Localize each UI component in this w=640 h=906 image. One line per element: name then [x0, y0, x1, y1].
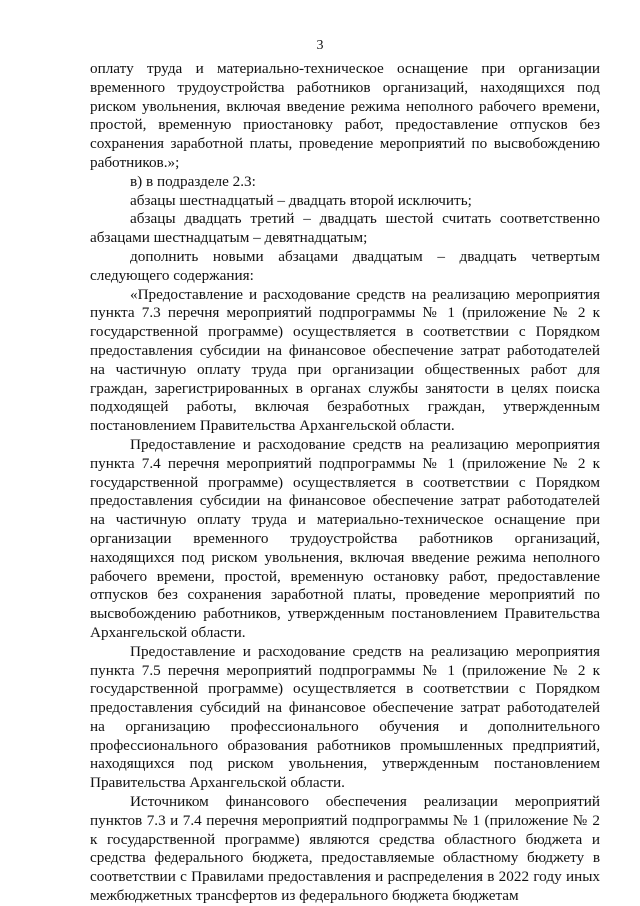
paragraph-measure-7-5: Предоставление и расходование средств на реализацию мероприятия пункта 7.5 перечня мероприятий подпрограммы № 1 (приложение № 2 к государственной программе) осуществляется в соответствии с Порядком предоставления субсидий на финансовое обеспечение затрат работодателей на организацию профессионального обучения и дополнительного профессионального образования работников промышленных предприятий, находящихся под риском увольнения, утвержденным постановлением Правительства Архангельской области.	[90, 642, 600, 792]
paragraph-add-clauses: дополнить новыми абзацами двадцатым – двадцать четвертым следующего содержания:	[90, 247, 600, 284]
document-body	[90, 60, 600, 906]
paragraph-renumber-clauses: абзацы двадцать третий – двадцать шестой считать соответственно абзацами шестнадцатым – девятнадцатым;	[90, 210, 600, 247]
paragraph-measure-7-3: «Предоставление и расходование средств на реализацию мероприятия пункта 7.3 перечня мероприятий подпрограммы № 1 (приложение № 2 к государственной программе) осуществляется в соответствии с Порядком предоставления субсидии на финансовое обеспечение затрат работодателей на частичную оплату труда при организации общественных работ для граждан, зарегистрированных в органах службы занятости в целях поиска подходящей работы, включая безработных граждан, утвержденным постановлением Правительства Архангельской области.	[90, 285, 600, 435]
page-number: 3	[316, 38, 324, 53]
paragraph-measure-7-4: Предоставление и расходование средств на реализацию мероприятия пункта 7.4 перечня мероприятий подпрограммы № 1 (приложение № 2 к государственной программе) осуществляется в соответствии с Порядком предоставления субсидии на финансовое обеспечение затрат работодателей на частичную оплату труда и материально-техническое оснащение при организации временного трудоустройства работников организаций, находящихся под риском увольнения, включая введение режима неполного рабочего времени, простой, временную остановку работ, предоставление отпусков без сохранения заработной платы, проведение мероприятий по высвобождению работников, утвержденным постановлением Правительства Архангельской области.	[90, 435, 600, 641]
paragraph-exclude-clauses: абзацы шестнадцатый – двадцать второй исключить;	[130, 191, 472, 209]
paragraph-funding-source: Источником финансового обеспечения реализации мероприятий пунктов 7.3 и 7.4 перечня мероприятий подпрограммы № 1 (приложение № 2 к государственной программе) являются средства областного бюджета и средства федерального бюджета, предоставляемые областному бюджету в соответствии с Правилами предоставления и распределения в 2022 году иных межбюджетных трансфертов из федерального бюджета бюджетам	[90, 793, 600, 905]
paragraph-subsection-item: в) в подразделе 2.3:	[130, 172, 256, 190]
paragraph-continuation: оплату труда и материально-техническое оснащение при организации временного трудоустройства работников организаций, находящихся под риском увольнения, включая введение режима неполного рабочего времени, простой, временную приостановку работ, предоставление отпусков без сохранения заработной платы, проведение мероприятий по высвобождению работников.»;	[90, 60, 600, 171]
